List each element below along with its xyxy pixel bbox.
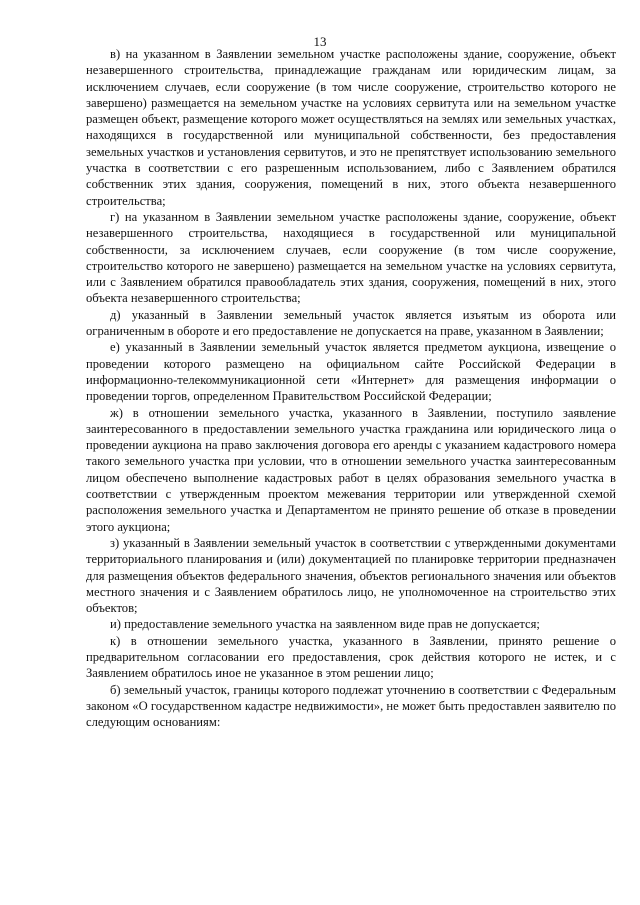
paragraph-k: к) в отношении земельного участка, указанного в Заявлении, принято решение о предварительном согласовании его предоставления, срок действия которого не истек, и с Заявлением обратилось иное не указанное в этом решении лицо; [86,633,616,681]
document-body [86,46,616,730]
paragraph-e: е) указанный в Заявлении земельный участок является предметом аукциона, извещение о проведении которого размещено на официальном сайте Российской Федерации в информационно-телекоммуникационной сети «Интернет» для размещения информации о проведении торгов, определенном Правительством Российской Федерации; [86,340,616,404]
paragraph-i: и) предоставление земельного участка на заявленном виде прав не допускается; [110,617,540,632]
paragraph-d: д) указанный в Заявлении земельный участок является изъятым из оборота или ограниченным в обороте и его предоставление не допускается на праве, указанном в Заявлении; [86,307,616,339]
paragraph-z: з) указанный в Заявлении земельный участок в соответствии с утвержденными документами территориального планирования и (или) документацией по планировке территории предназначен для размещения объектов федерального значения, объектов регионального значения или объектов местного значения и с Заявлением обратилось лицо, не уполномоченное на строительство этих объектов; [86,535,616,616]
paragraph-b: б) земельный участок, границы которого подлежат уточнению в соответствии с Федеральным законом «О государственном кадастре недвижимости», не может быть предоставлен заявителю по следующим основаниям: [86,682,616,730]
paragraph-g: г) на указанном в Заявлении земельном участке расположены здание, сооружение, объект незавершенного строительства, находящиеся в государственной или муниципальной собственности, за исключением случаев, если сооружение (в том числе сооружение, строительство которого не завершено) размещается на земельном участке на условиях сервитута, или с Заявлением обратился правообладатель этих здания, сооружения, помещений в них, этого объекта незавершенного строительства; [86,209,616,306]
page-number: 13 [313,34,327,49]
paragraph-v: в) на указанном в Заявлении земельном участке расположены здание, сооружение, объект незавершенного строительства, принадлежащие гражданам или юридическим лицам, за исключением случаев, если сооружение (в том числе сооружение, строительство которого не завершено) размещается на земельном участке на условиях сервитута или на земельном участке размещен объект, размещение которого может осуществляться на землях или земельных участках, находящихся в государственной или муниципальной собственности, без предоставления земельных участков и установления сервитутов, и это не препятствует использованию земельного участка в соответствии с его разрешенным использованием, либо с Заявлением обратился собственник этих здания, сооружения, помещений в них, этого объекта незавершенного строительства; [86,47,616,208]
paragraph-zh: ж) в отношении земельного участка, указанного в Заявлении, поступило заявление заинтересованного в предоставлении земельного участка гражданина или юридического лица о проведении аукциона на право заключения договора его аренды с указанием кадастрового номера такого земельного участка при условии, что в отношении земельного участка заинтересованным лицом обеспечено выполнение кадастровых работ в целях образования земельного участка в соответствии с утвержденным проектом межевания территории или утвержденной схемой расположения земельного участка и Департаментом не принято решение об отказе в проведении этого аукциона; [86,405,616,534]
